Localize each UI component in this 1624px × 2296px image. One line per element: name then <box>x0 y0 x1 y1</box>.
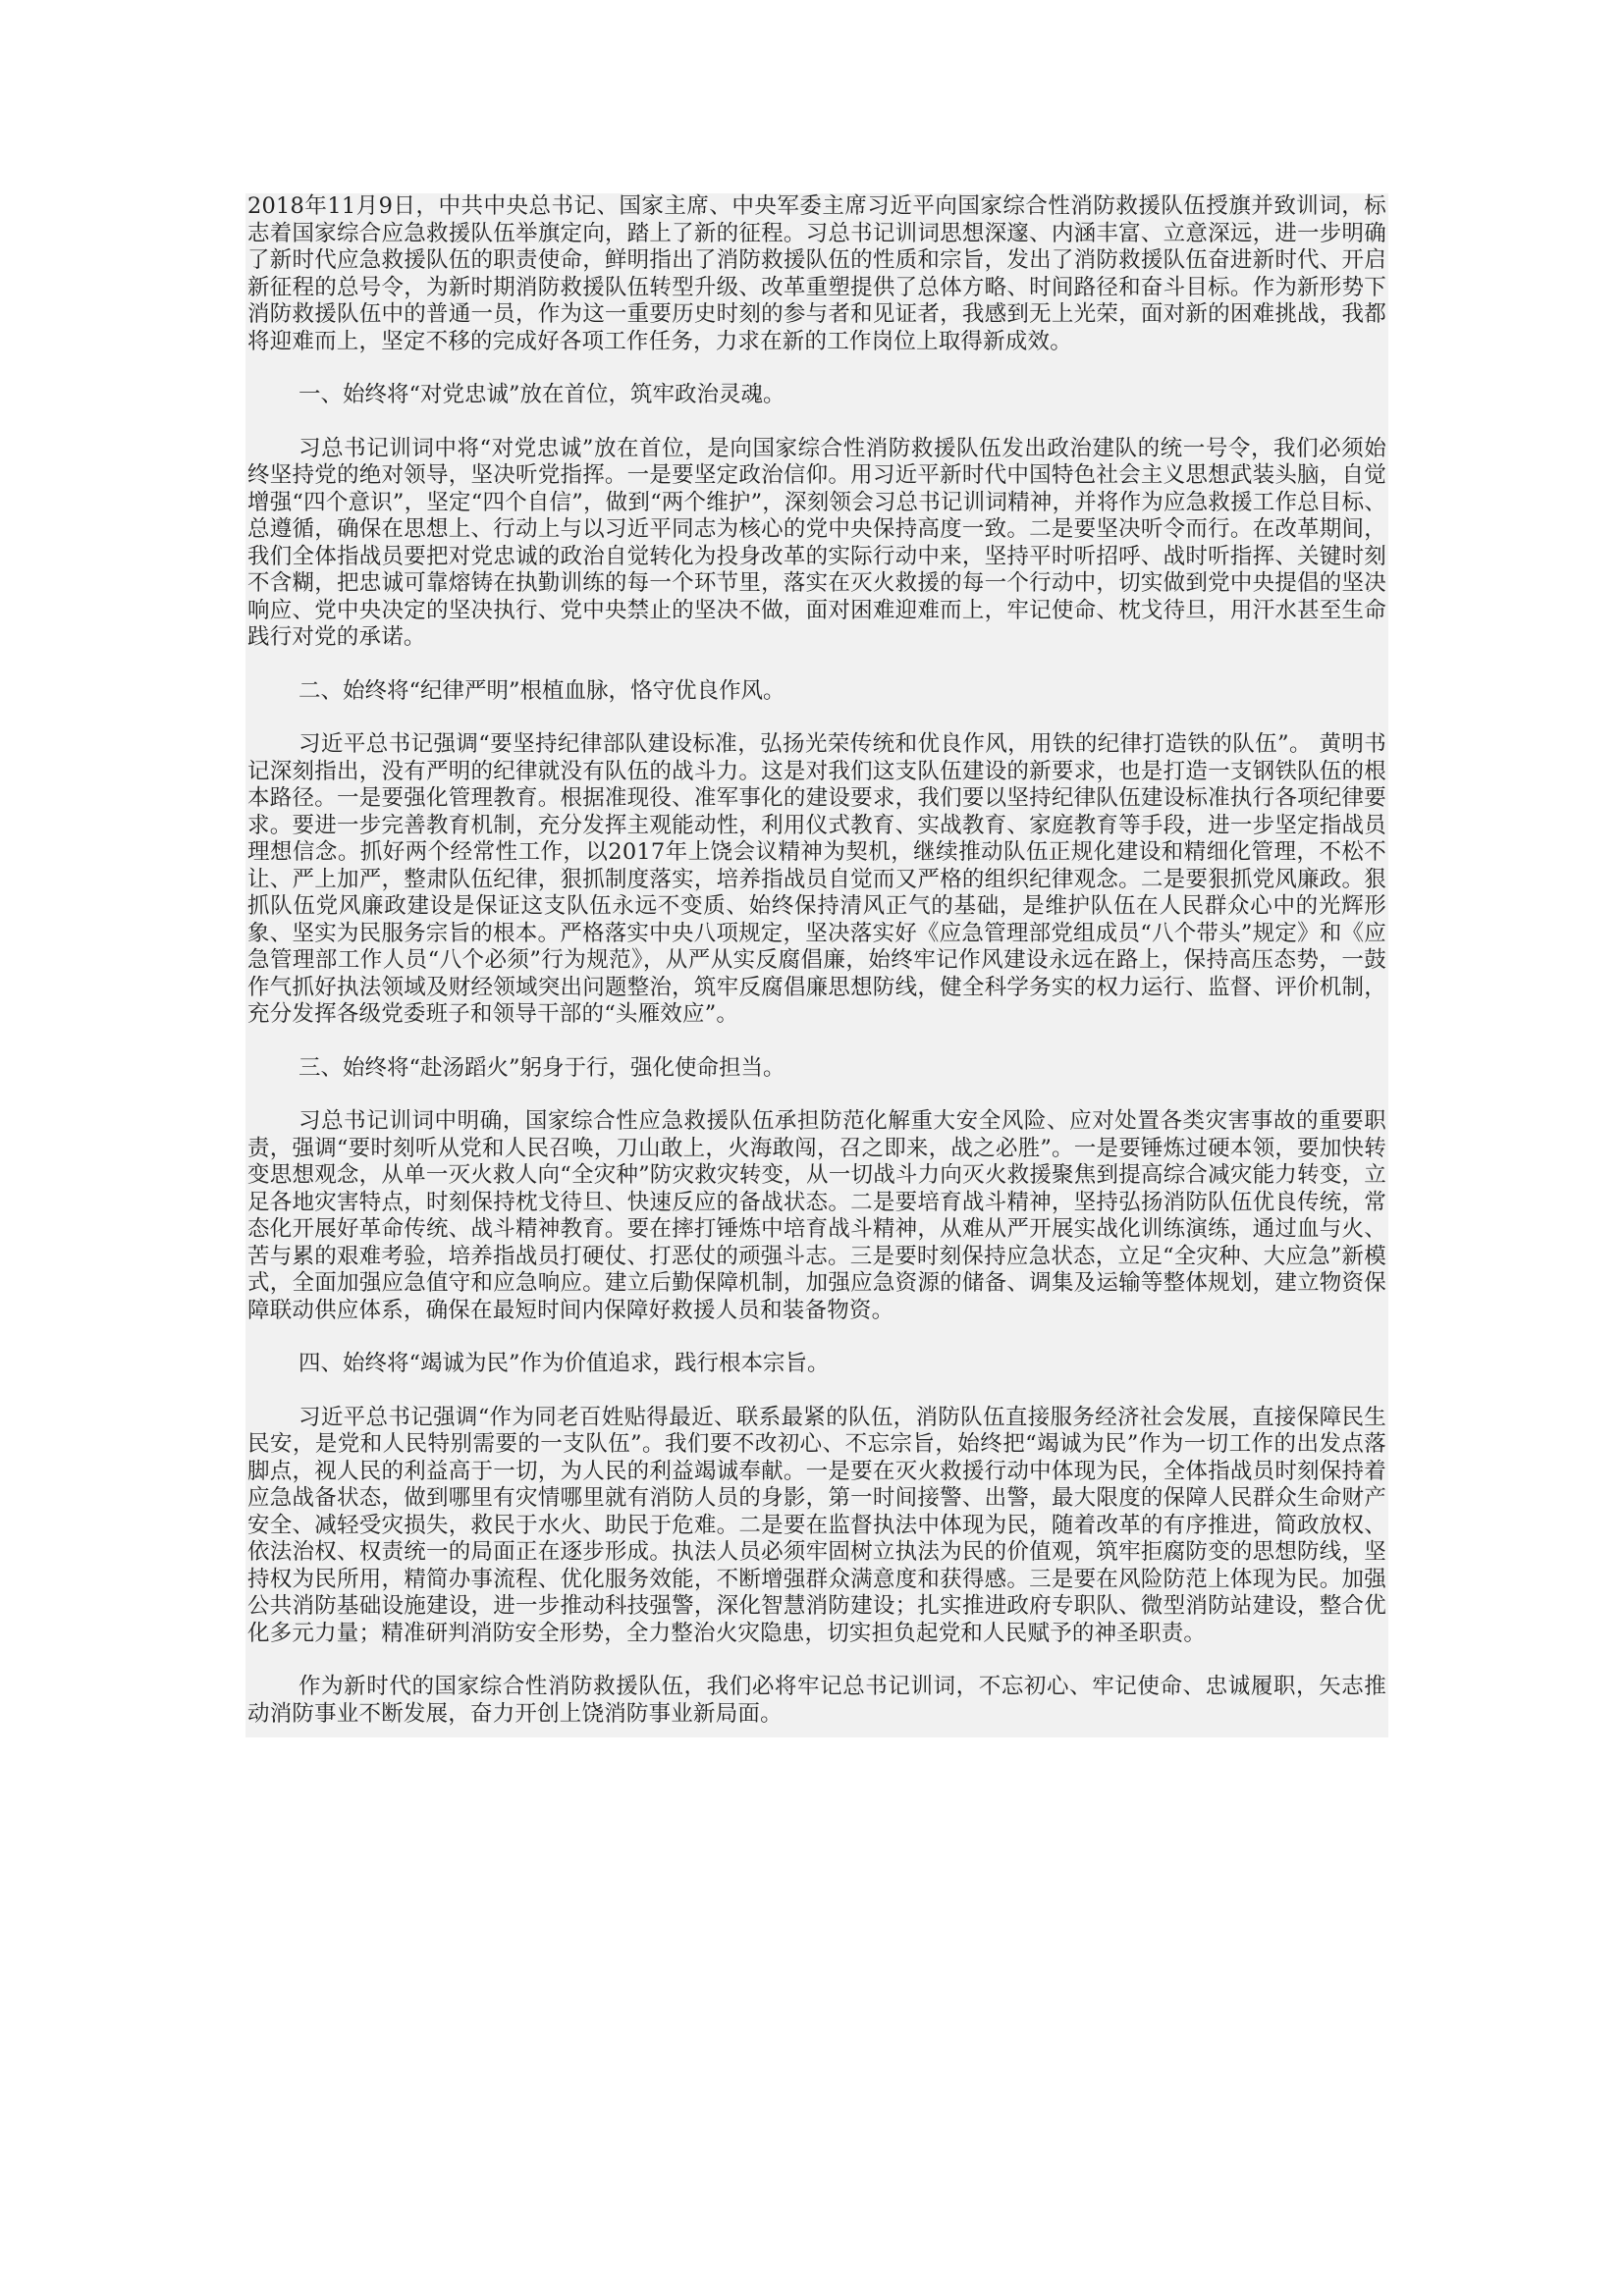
paragraph-gap <box>247 1378 1386 1405</box>
paragraph-gap <box>247 1029 1386 1055</box>
paragraph-gap <box>247 1082 1386 1108</box>
section-4-heading: 四、始终将“竭诚为民”作为价值追求，践行根本宗旨。 <box>298 1351 830 1376</box>
paragraph-gap <box>247 409 1386 436</box>
article-body <box>245 193 1388 1737</box>
paragraph-gap <box>247 705 1386 731</box>
closing-paragraph: 作为新时代的国家综合性消防救援队伍，我们必将牢记总书记训词，不忘初心、牢记使命、忠诚履职，矢志推动消防事业不断发展，奋力开创上饶消防事业新局面。 <box>247 1674 1386 1727</box>
section-1-body: 习总书记训词中将“对党忠诚”放在首位，是向国家综合性消防救援队伍发出政治建队的统一号令，我们必须始终坚持党的绝对领导，坚决听党指挥。一是要坚定政治信仰。用习近平新时代中国特色社会主义思想武装头脑，自觉增强“四个意识”，坚定“四个自信”，做到“两个维护”，深刻领会习总书记训词精神，并将作为应急救援工作总目标、总遵循，确保在思想上、行动上与以习近平同志为核心的党中央保持高度一致。二是要坚决听令而行。在改革期间，我们全体指战员要把对党忠诚的政治自觉转化为投身改革的实际行动中来，坚持平时听招呼、战时听指挥、关键时刻不含糊，把忠诚可靠熔铸在执勤训练的每一个环节里，落实在灭火救援的每一个行动中，切实做到党中央提倡的坚决响应、党中央决定的坚决执行、党中央禁止的坚决不做，面对困难迎难而上，牢记使命、枕戈待旦，用汗水甚至生命践行对党的承诺。 <box>247 435 1386 650</box>
paragraph-gap <box>247 1647 1386 1674</box>
section-2-heading: 二、始终将“纪律严明”根植血脉，恪守优良作风。 <box>298 677 785 704</box>
section-3-heading: 三、始终将“赴汤蹈火”躬身于行，强化使命担当。 <box>298 1054 785 1081</box>
section-4-body: 习近平总书记强调“作为同老百姓贴得最近、联系最紧的队伍，消防队伍直接服务经济社会发展，直接保障民生民安，是党和人民特别需要的一支队伍”。我们要不改初心、不忘宗旨，始终把“竭诚为民”作为一切工作的出发点落脚点，视人民的利益高于一切，为人民的利益竭诚奉献。一是要在灭火救援行动中体现为民，全体指战员时刻保持着应急战备状态，做到哪里有灾情哪里就有消防人员的身影，第一时间接警、出警，最大限度的保障人民群众生命财产安全、减轻受灾损失，救民于水火、助民于危难。二是要在监督执法中体现为民，随着改革的有序推进，简政放权、依法治权、权责统一的局面正在逐步形成。执法人员必须牢固树立执法为民的价值观，筑牢拒腐防变的思想防线，坚持权为民所用，精简办事流程、优化服务效能，不断增强群众满意度和获得感。三是要在风险防范上体现为民。加强公共消防基础设施建设，进一步推动科技强警，深化智慧消防建设；扎实推进政府专职队、微型消防站建设，整合优化多元力量；精准研判消防安全形势，全力整治火灾隐患，切实担负起党和人民赋予的神圣职责。 <box>247 1404 1386 1646</box>
paragraph-gap <box>247 355 1386 382</box>
paragraph-gap <box>247 652 1386 678</box>
section-1-heading: 一、始终将“对党忠诚”放在首位，筑牢政治灵魂。 <box>298 382 785 407</box>
section-3-body: 习总书记训词中明确，国家综合性应急救援队伍承担防范化解重大安全风险、应对处置各类灾害事故的重要职责，强调“要时刻听从党和人民召唤，刀山敢上，火海敢闯，召之即来，战之必胜”。一是要锤炼过硬本领，要加快转变思想观念，从单一灭火救人向“全灾种”防灾救灾转变，从一切战斗力向灭火救援聚焦到提高综合减灾能力转变，立足各地灾害特点，时刻保持枕戈待旦、快速反应的备战状态。二是要培育战斗精神，坚持弘扬消防队伍优良传统，常态化开展好革命传统、战斗精神教育。要在摔打锤炼中培育战斗精神，从难从严开展实战化训练演练，通过血与火、苦与累的艰难考验，培养指战员打硬仗、打恶仗的顽强斗志。三是要时刻保持应急状态，立足“全灾种、大应急”新模式，全面加强应急值守和应急响应。建立后勤保障机制，加强应急资源的储备、调集及运输等整体规划，建立物资保障联动供应体系，确保在最短时间内保障好救援人员和装备物资。 <box>247 1108 1386 1323</box>
paragraph-gap <box>247 1324 1386 1351</box>
intro-paragraph: 2018年11月9日，中共中央总书记、国家主席、中央军委主席习近平向国家综合性消防救援队伍授旗并致训词，标志着国家综合应急救援队伍举旗定向，踏上了新的征程。习总书记训词思想深邃、内涵丰富、立意深远，进一步明确了新时代应急救援队伍的职责使命，鲜明指出了消防救援队伍的性质和宗旨，发出了消防救援队伍奋进新时代、开启新征程的总号令，为新时期消防救援队伍转型升级、改革重塑提供了总体方略、时间路径和奋斗目标。作为新形势下消防救援队伍中的普通一员，作为这一重要历史时刻的参与者和见证者，我感到无上光荣，面对新的困难挑战，我都将迎难而上，坚定不移的完成好各项工作任务，力求在新的工作岗位上取得新成效。 <box>247 193 1386 354</box>
section-2-body: 习近平总书记强调“要坚持纪律部队建设标准，弘扬光荣传统和优良作风，用铁的纪律打造铁的队伍”。 黄明书记深刻指出，没有严明的纪律就没有队伍的战斗力。这是对我们这支队伍建设的新要求，也是打造一支钢铁队伍的根本路径。一是要强化管理教育。根据准现役、准军事化的建设要求，我们要以坚持纪律队伍建设标准执行各项纪律要求。要进一步完善教育机制，充分发挥主观能动性，利用仪式教育、实战教育、家庭教育等手段，进一步坚定指战员理想信念。抓好两个经常性工作，以2017年上饶会议精神为契机，继续推动队伍正规化建设和精细化管理，不松不让、严上加严，整肃队伍纪律，狠抓制度落实，培养指战员自觉而又严格的组织纪律观念。二是要狠抓党风廉政。狠抓队伍党风廉政建设是保证这支队伍永远不变质、始终保持清风正气的基础，是维护队伍在人民群众心中的光辉形象、坚实为民服务宗旨的根本。严格落实中央八项规定，坚决落实好《应急管理部党组成员“八个带头”规定》和《应急管理部工作人员“八个必须”行为规范》，从严从实反腐倡廉，始终牢记作风建设永远在路上，保持高压态势，一鼓作气抓好执法领域及财经领域突出问题整治，筑牢反腐倡廉思想防线，健全科学务实的权力运行、监督、评价机制，充分发挥各级党委班子和领导干部的“头雁效应”。 <box>247 731 1386 1027</box>
